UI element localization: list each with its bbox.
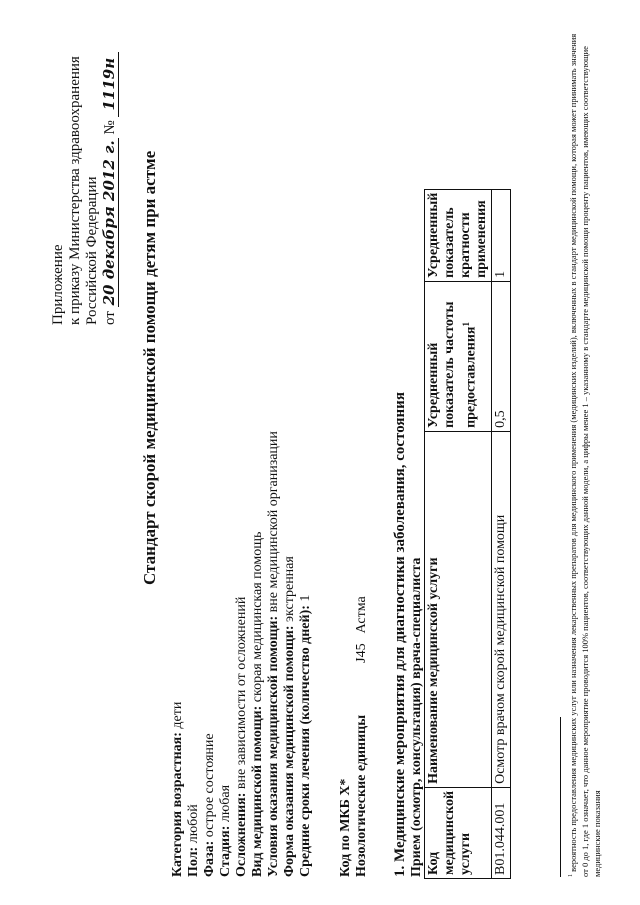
services-table — [424, 189, 511, 879]
param-value: острое состояние — [202, 733, 217, 841]
param-label: Форма оказания медицинской помощи: — [282, 625, 297, 877]
param-label: Стадия: — [218, 825, 233, 877]
appendix-line: Приложение — [50, 244, 66, 325]
icd-code: J45 — [354, 643, 369, 663]
footnote-text: вероятность предоставления медицинских услуг или назначения лекарственных препаратов для медицинского применения (медицинских изделий), включенных в стандарт медицинской помощи, которая может принимать значения от 0 до 1, где 1 означает, что данное мероприятие проводится 100% пациентов, соответствующих данной модели, а цифры менее 1 – указанному в стандарте медицинской помощи проценту пациентов, имеющих соответствующие медицинские показания — [567, 33, 602, 877]
icd-label: Нозологические единицы — [354, 714, 369, 877]
param-value: 1 — [298, 594, 313, 606]
handwritten-date: 20 декабря 2012 г. — [100, 140, 118, 306]
handwritten-number: 1119н — [101, 52, 119, 117]
header-frequency-text: Усредненный показатель частоты предоставления — [426, 301, 479, 428]
param-label: Осложнения: — [234, 792, 249, 877]
param-value: скорая медицинская помощь — [250, 531, 265, 706]
param-value: любой — [186, 804, 201, 847]
header-frequency — [425, 281, 492, 431]
date-prefix: от — [102, 311, 118, 325]
footnote-number: 1 — [568, 874, 574, 877]
param-value: дети — [170, 701, 185, 733]
param-value: любая — [218, 784, 233, 826]
param-line — [218, 431, 234, 877]
number-prefix: № — [102, 120, 118, 135]
param-label: Пол: — [186, 846, 201, 877]
param-value: вне медицинской организации — [266, 431, 281, 616]
icd-heading: Код по МКБ X* — [338, 778, 353, 877]
header-name: Наименование медицинской услуги — [425, 431, 492, 787]
appendix-date-line — [101, 52, 119, 325]
footnote-mark: 1 — [461, 322, 471, 327]
param-label: Средние сроки лечения (количество дней): — [298, 605, 313, 877]
appendix-header — [50, 52, 119, 325]
param-line — [234, 431, 250, 877]
cell-multiplicity: 1 — [492, 189, 511, 281]
header-multiplicity: Усредненный показатель кратности применения — [425, 189, 492, 281]
param-line — [298, 431, 314, 877]
header-code: Код медицинской услуги — [425, 787, 492, 878]
table-header-row — [425, 189, 492, 878]
section-heading: 1. Медицинские мероприятия для диагностики заболевания, состояния — [392, 392, 408, 877]
table-row — [492, 189, 511, 878]
param-value: вне зависимости от осложнений — [234, 596, 249, 793]
icd-row — [354, 596, 370, 877]
appendix-line: к приказу Министерства здравоохранения — [67, 56, 83, 325]
icd-name: Астма — [354, 596, 369, 634]
document-title: Стандарт скорой медицинской помощи детям при астме — [140, 150, 159, 585]
param-line — [202, 431, 218, 877]
footnote — [565, 27, 603, 877]
param-line — [282, 431, 298, 877]
param-label: Категория возрастная: — [170, 732, 185, 877]
param-line — [266, 431, 282, 877]
appendix-line: Российской Федерации — [84, 176, 100, 325]
param-line — [186, 431, 202, 877]
section-subheading: Прием (осмотр, консультация) врача-специалиста — [409, 557, 424, 877]
param-label: Фаза: — [202, 840, 217, 877]
cell-frequency: 0,5 — [492, 281, 511, 431]
param-label: Вид медицинской помощи: — [250, 705, 265, 877]
icd-block — [338, 596, 370, 877]
param-value: экстренная — [282, 556, 297, 626]
footnote-divider — [560, 717, 561, 877]
cell-code: B01.044.001 — [492, 787, 511, 878]
cell-name: Осмотр врачом скорой медицинской помощи — [492, 431, 511, 787]
param-label: Условия оказания медицинской помощи: — [266, 615, 281, 877]
param-line — [170, 431, 186, 877]
param-line — [250, 431, 266, 877]
standard-parameters — [170, 431, 314, 877]
